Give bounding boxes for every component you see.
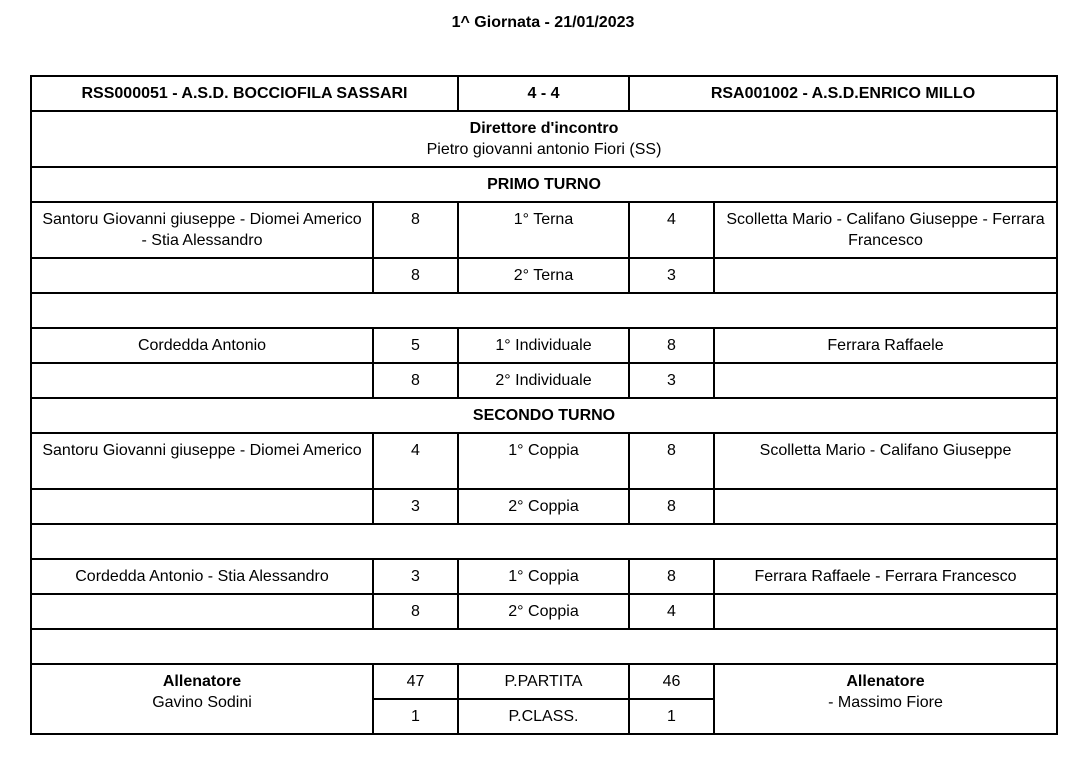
away-coach-name: - Massimo Fiore: [828, 694, 943, 711]
home-players: Cordedda Antonio: [31, 328, 373, 363]
spacer-cell: [31, 629, 1057, 664]
away-score: 8: [629, 433, 714, 489]
home-players: Santoru Giovanni giuseppe - Diomei Americo: [31, 433, 373, 489]
home-players: Cordedda Antonio - Stia Alessandro: [31, 559, 373, 594]
game-name: 2° Terna: [458, 258, 629, 293]
game-name: 2° Coppia: [458, 594, 629, 629]
referee-label: Direttore d'incontro: [469, 120, 619, 137]
home-players: [31, 489, 373, 524]
away-score: 4: [629, 594, 714, 629]
home-coach-name: Gavino Sodini: [152, 694, 252, 711]
home-players: [31, 594, 373, 629]
home-players: [31, 363, 373, 398]
home-team-name: RSS000051 - A.S.D. BOCCIOFILA SASSARI: [31, 76, 458, 111]
game-row: [31, 328, 1057, 363]
away-players: [714, 258, 1057, 293]
home-score: 8: [373, 258, 458, 293]
first-round-header: [31, 167, 1057, 202]
footer-row-match-points: [31, 664, 1057, 699]
class-points-label: P.CLASS.: [458, 699, 629, 734]
spacer-row: [31, 524, 1057, 559]
away-players: [714, 594, 1057, 629]
away-score: 8: [629, 489, 714, 524]
home-score: 8: [373, 594, 458, 629]
away-players: Scolletta Mario - Califano Giuseppe - Ferrara Francesco: [714, 202, 1057, 258]
game-name: 1° Coppia: [458, 433, 629, 489]
home-players: Santoru Giovanni giuseppe - Diomei Americo - Stia Alessandro: [31, 202, 373, 258]
spacer-row: [31, 629, 1057, 664]
game-row: [31, 489, 1057, 524]
game-row: [31, 202, 1057, 258]
referee-name: Pietro giovanni antonio Fiori (SS): [426, 141, 662, 158]
away-score: 4: [629, 202, 714, 258]
home-players: [31, 258, 373, 293]
home-class-points: 1: [373, 699, 458, 734]
second-round-label: SECONDO TURNO: [31, 398, 1057, 433]
home-score: 5: [373, 328, 458, 363]
home-score: 4: [373, 433, 458, 489]
away-coach-label: Allenatore: [846, 673, 925, 690]
away-team-name: RSA001002 - A.S.D.ENRICO MILLO: [629, 76, 1057, 111]
game-name: 1° Terna: [458, 202, 629, 258]
game-row: [31, 363, 1057, 398]
second-round-header: [31, 398, 1057, 433]
game-row: [31, 594, 1057, 629]
first-round-label: PRIMO TURNO: [31, 167, 1057, 202]
away-score: 8: [629, 328, 714, 363]
away-score: 3: [629, 363, 714, 398]
game-name: 2° Coppia: [458, 489, 629, 524]
spacer-row: [31, 293, 1057, 328]
home-score: 3: [373, 559, 458, 594]
game-name: 1° Individuale: [458, 328, 629, 363]
home-match-points: 47: [373, 664, 458, 699]
away-score: 3: [629, 258, 714, 293]
final-score: 4 - 4: [458, 76, 629, 111]
game-name: 1° Coppia: [458, 559, 629, 594]
away-match-points: 46: [629, 664, 714, 699]
game-row: [31, 433, 1057, 489]
game-name: 2° Individuale: [458, 363, 629, 398]
away-coach-cell: [714, 664, 1057, 734]
home-score: 8: [373, 202, 458, 258]
match-report-table: [30, 75, 1058, 735]
home-coach-cell: [31, 664, 373, 734]
match-points-label: P.PARTITA: [458, 664, 629, 699]
header-row: [31, 76, 1057, 111]
spacer-cell: [31, 524, 1057, 559]
spacer-cell: [31, 293, 1057, 328]
away-players: Ferrara Raffaele - Ferrara Francesco: [714, 559, 1057, 594]
game-row: [31, 258, 1057, 293]
away-players: [714, 363, 1057, 398]
home-coach-label: Allenatore: [162, 673, 242, 690]
game-row: [31, 559, 1057, 594]
referee-cell: [31, 111, 1057, 167]
page-title: 1^ Giornata - 21/01/2023: [451, 14, 635, 31]
away-players: [714, 489, 1057, 524]
home-score: 3: [373, 489, 458, 524]
home-score: 8: [373, 363, 458, 398]
away-score: 8: [629, 559, 714, 594]
away-players: Scolletta Mario - Califano Giuseppe: [714, 433, 1057, 489]
referee-row: [31, 111, 1057, 167]
away-players: Ferrara Raffaele: [714, 328, 1057, 363]
away-class-points: 1: [629, 699, 714, 734]
